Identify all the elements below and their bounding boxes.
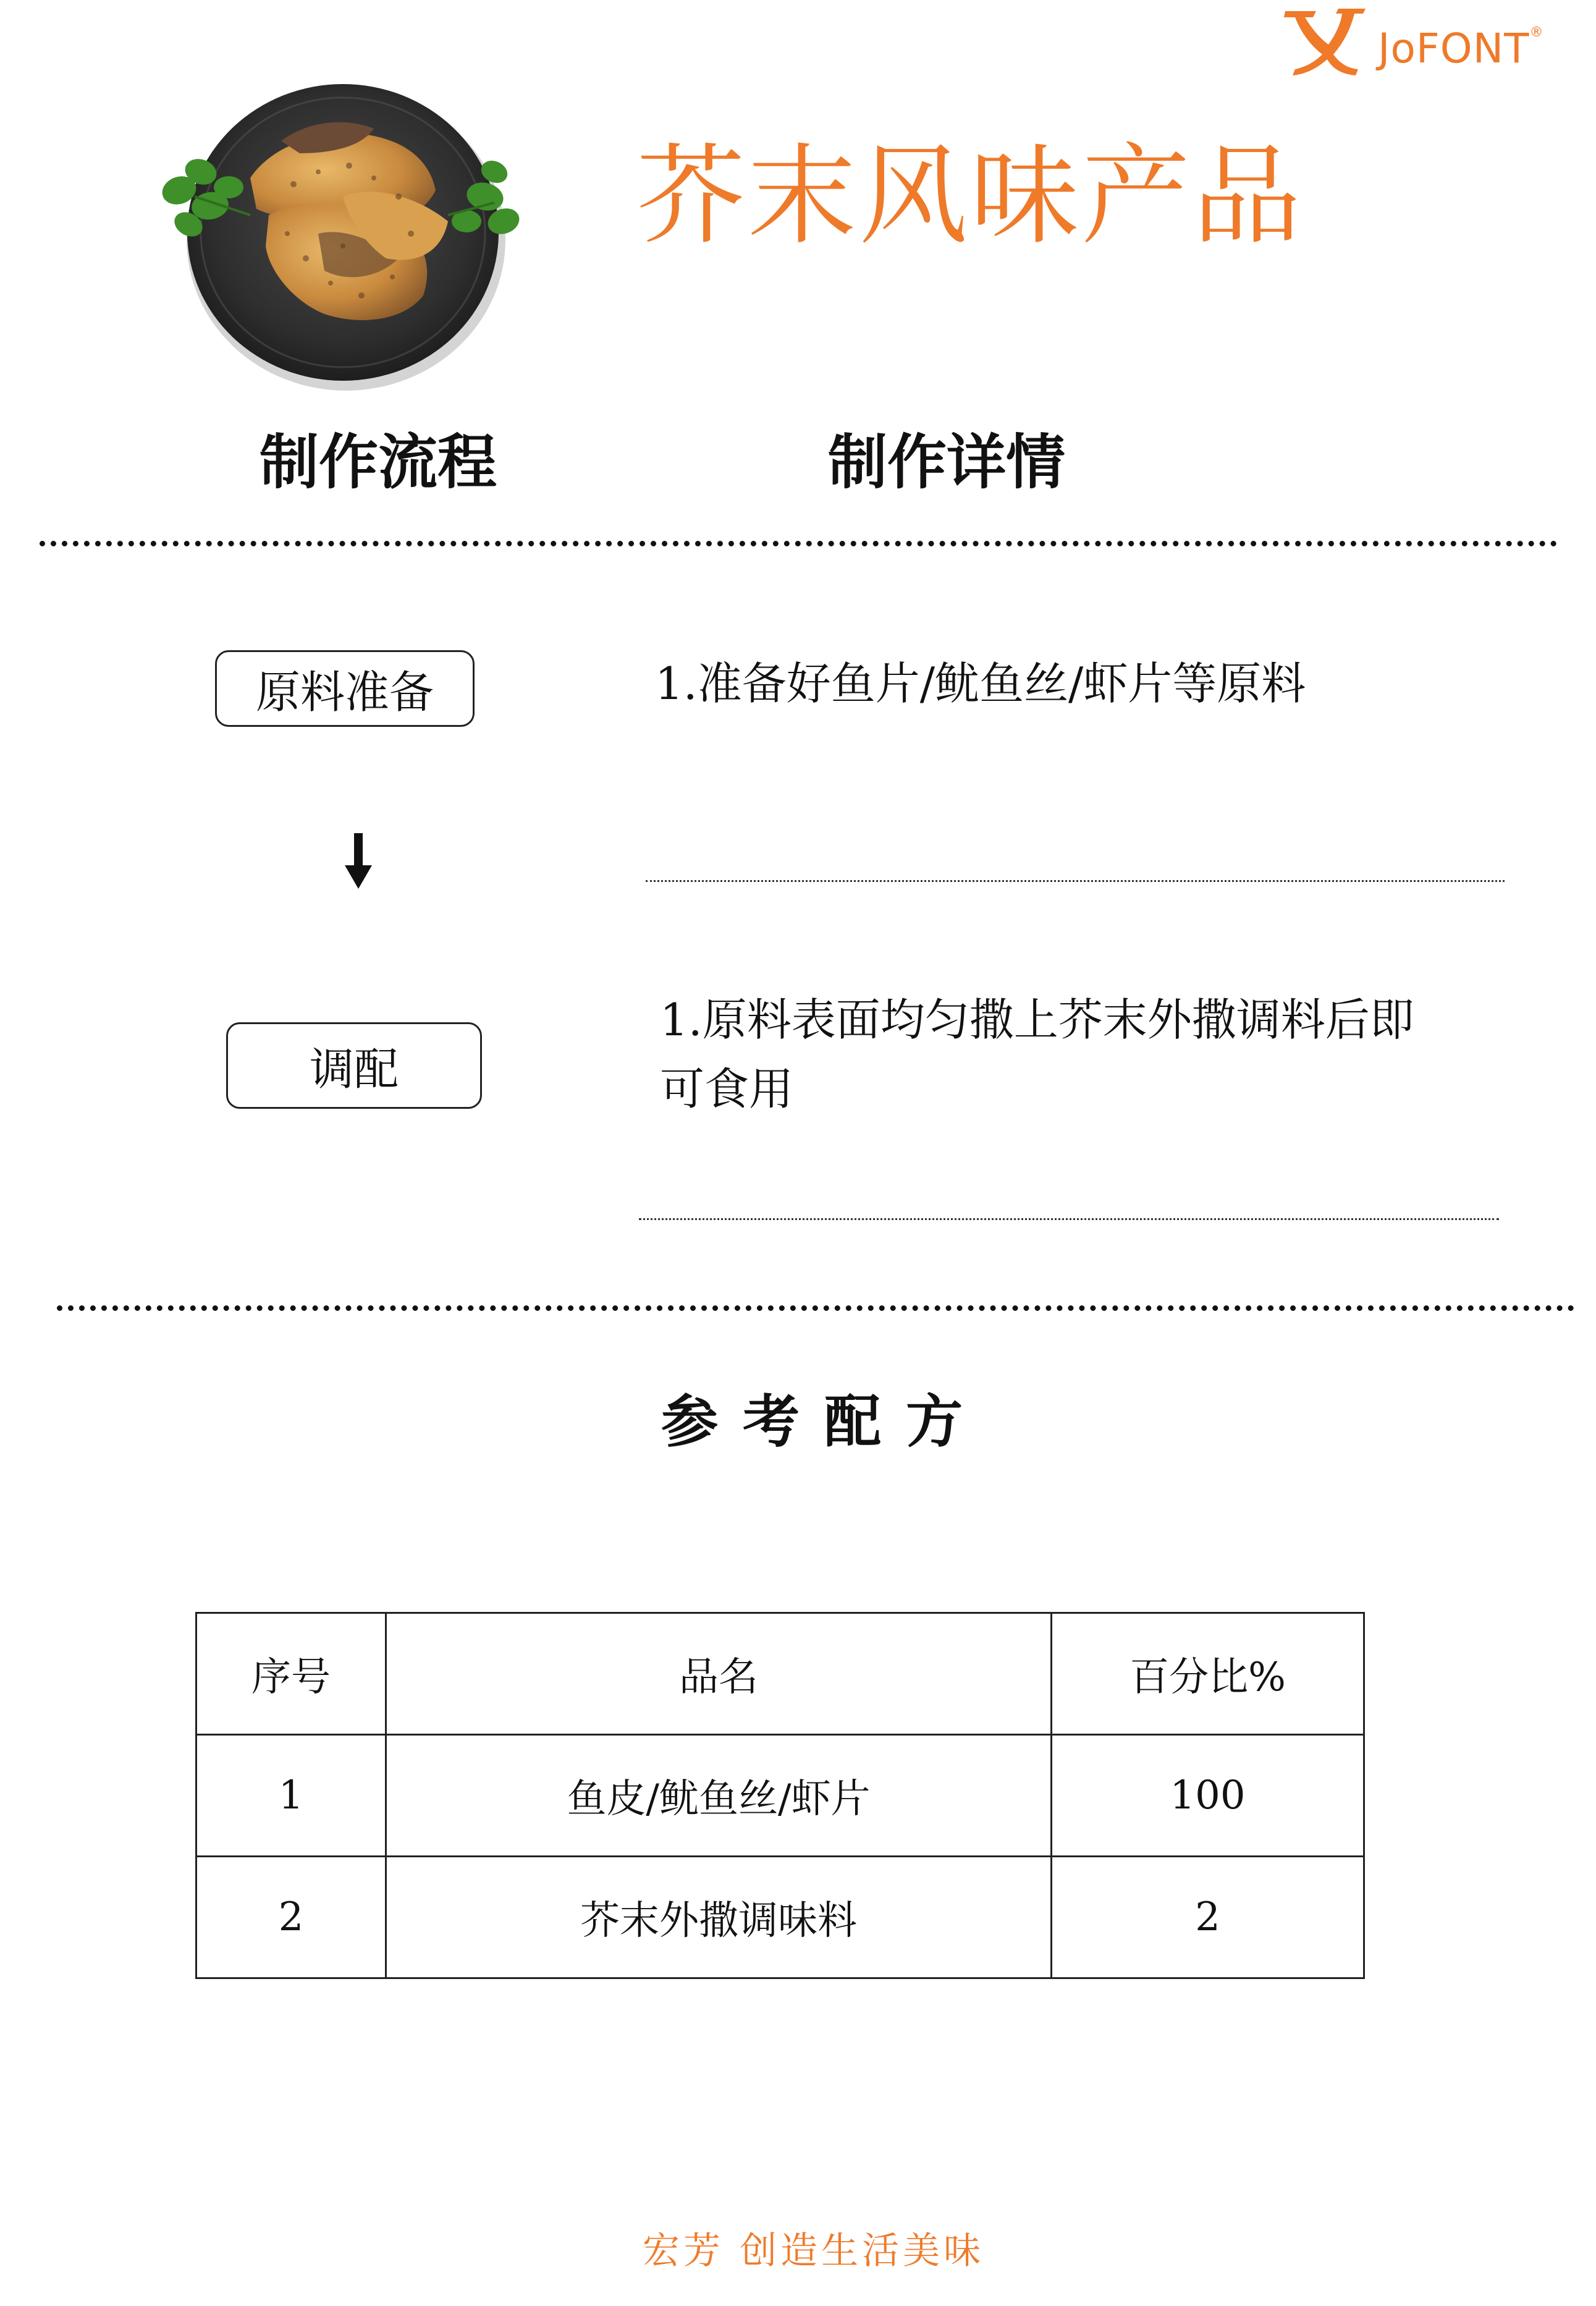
cell-index: 1 [196, 1735, 386, 1857]
formula-section-title: 参考配方 [661, 1389, 988, 1455]
header-divider [40, 541, 1557, 546]
header-percentage: 百分比% [1052, 1613, 1364, 1735]
table-header-row [196, 1613, 1364, 1735]
fried-fish-skin-plate-image [158, 73, 528, 394]
header-item-name: 品名 [386, 1613, 1052, 1735]
page-title: 芥末风味产品 [636, 133, 1304, 260]
process-column-heading: 制作流程 [260, 428, 497, 497]
table-row [196, 1735, 1364, 1857]
cell-percentage: 2 [1052, 1857, 1364, 1978]
step-box-mixing: 调配 [226, 1022, 482, 1109]
formula-table [195, 1612, 1365, 1979]
step-detail-divider [646, 880, 1505, 882]
arrow-down-icon [343, 833, 374, 890]
process-section-divider [57, 1305, 1574, 1311]
details-column-heading: 制作详情 [828, 428, 1065, 497]
jofont-logo-icon [1279, 6, 1372, 77]
table-row [196, 1857, 1364, 1978]
step-detail-divider [639, 1218, 1499, 1220]
brand-logo-text: JoFONT® [1378, 25, 1544, 72]
cell-item-name: 鱼皮/鱿鱼丝/虾片 [386, 1735, 1052, 1857]
cell-index: 2 [196, 1857, 386, 1978]
cell-percentage: 100 [1052, 1735, 1364, 1857]
cell-item-name: 芥末外撒调味料 [386, 1857, 1052, 1978]
step-detail-raw-material: 1.准备好鱼片/鱿鱼丝/虾片等原料 [655, 658, 1306, 710]
step-box-raw-material: 原料准备 [215, 650, 475, 727]
header-index: 序号 [196, 1613, 386, 1735]
footer-slogan: 宏芳 创造生活美味 [643, 2229, 985, 2273]
step-detail-mixing-line-1: 1.原料表面均匀撒上芥末外撒调料后即 [660, 994, 1414, 1046]
step-detail-mixing-line-2: 可食用 [660, 1063, 794, 1115]
